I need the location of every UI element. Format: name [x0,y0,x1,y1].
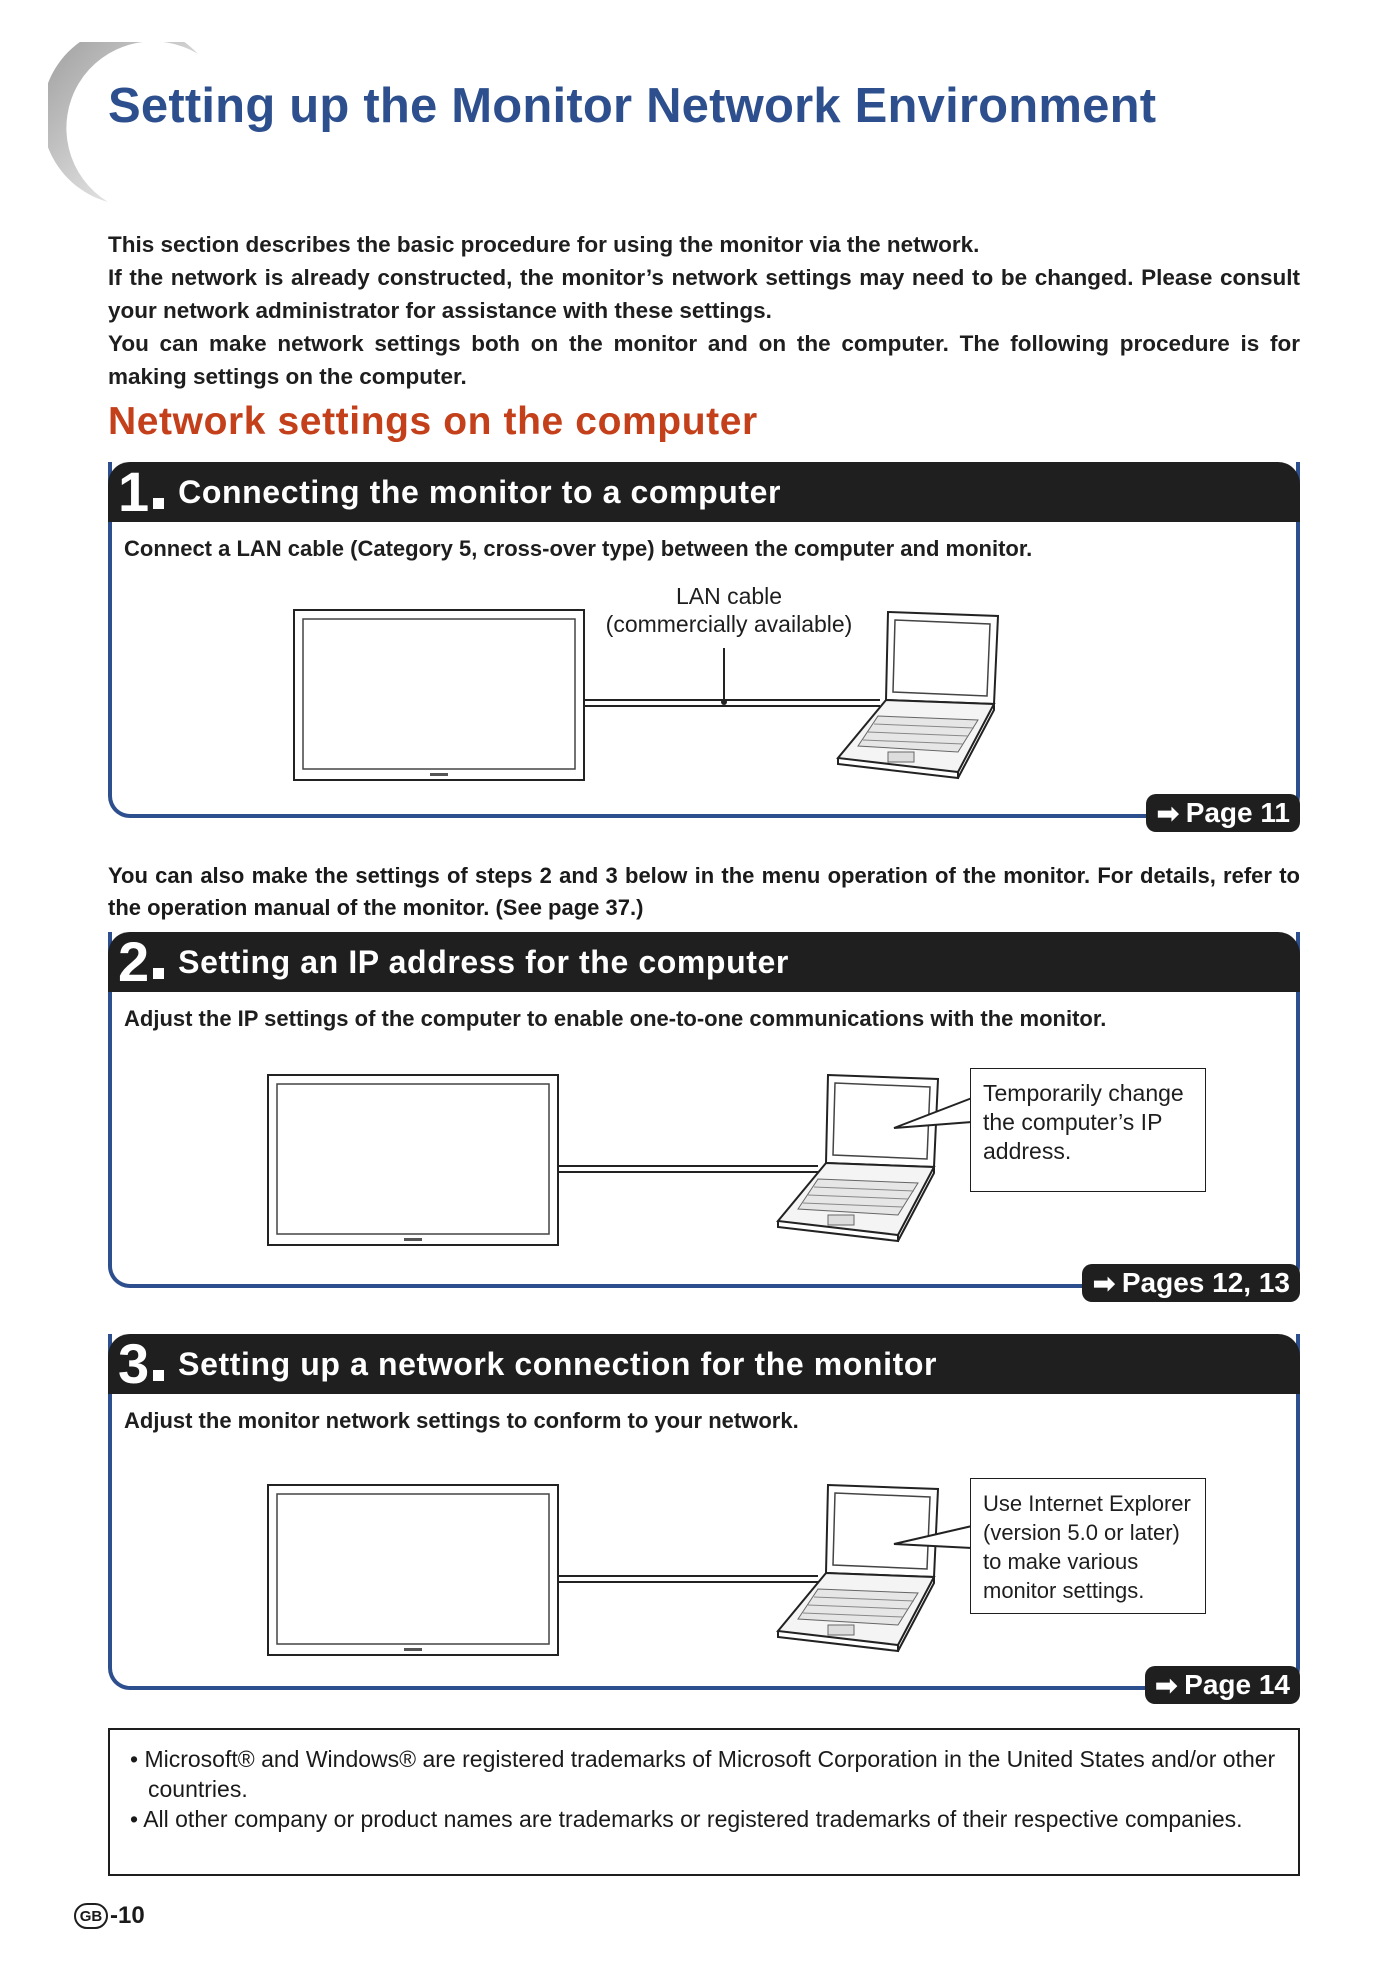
lan-cable-label [594,582,864,638]
trademark-note-text: All other company or product names are trademarks or registered trademarks of their respective companies. [143,1806,1243,1832]
monitor-icon [268,1075,558,1245]
trademark-note-text: Microsoft® and Windows® are registered trademarks of Microsoft Corporation in the United States and/or other countries. [144,1746,1276,1802]
step-number: 3 [118,1332,150,1395]
monitor-icon [268,1485,558,1655]
page-reference-label: Page 14 [1184,1669,1290,1700]
monitor-icon [294,610,584,780]
step-title: Connecting the monitor to a computer [178,473,782,510]
step-title: Setting up a network connection for the monitor [178,1345,938,1382]
lan-cable-label-line: LAN cable [675,583,783,609]
laptop-icon [778,1075,938,1241]
page-number: -10 [110,1902,145,1929]
callout-line: (version 5.0 or later) [983,1520,1180,1545]
trademark-note: • All other company or product names are trademarks or registered trademarks of their respective companies. [130,1806,1243,1832]
page-reference-label: Pages 12, 13 [1121,1267,1290,1298]
page-title: Setting up the Monitor Network Environment [108,79,1157,133]
arrow-right-icon: ➡ [1156,797,1180,829]
callout-line: the computer’s IP [983,1109,1163,1135]
browser-settings-callout [970,1478,1206,1614]
laptop-icon [778,1485,938,1651]
intro-paragraph: If the network is already constructed, the monitor’s network settings may need to be changed. Please consult your network administrator for assistance with these settings. [108,265,1300,323]
step-description: Connect a LAN cable (Category 5, cross-over type) between the computer and monitor. [124,536,1033,561]
intro-paragraph: You can make network settings both on the monitor and on the computer. The following procedure is for making settings on the computer. [108,331,1300,389]
callout-line: monitor settings. [983,1578,1145,1603]
arrow-right-icon: ➡ [1154,1669,1179,1701]
ip-change-callout [970,1068,1206,1192]
step-number: 1 [118,460,150,523]
page-reference-label: Page 11 [1185,797,1290,828]
callout-line: Temporarily change [983,1080,1184,1106]
section-heading: Network settings on the computer [108,400,758,443]
lan-cable-label-line: (commercially available) [605,611,853,637]
menu-operation-text: You can also make the settings of steps 2 and 3 below in the menu operation of the monitor. For details, refer to the operation manual of the monitor. (See page 37.) [108,863,1300,920]
callout-line: Use Internet Explorer [983,1491,1191,1516]
step-description: Adjust the IP settings of the computer to enable one-to-one communications with the monitor. [124,1006,1107,1031]
callout-line: to make various [983,1549,1139,1574]
step-2-illustration [268,1075,972,1245]
step-description: Adjust the monitor network settings to conform to your network. [124,1408,799,1433]
step-3-illustration [268,1485,972,1655]
trademark-note: • Microsoft® and Windows® are registered trademarks of Microsoft Corporation in the United States and/or other countries. [130,1746,1276,1802]
page-footer [74,1902,145,1930]
step-title: Setting an IP address for the computer [178,943,789,980]
callout-line: address. [983,1138,1072,1164]
region-badge: GB [74,1903,108,1929]
arrow-right-icon: ➡ [1092,1267,1116,1299]
intro-paragraph: This section describes the basic procedure for using the monitor via the network. [108,232,980,257]
step-number: 2 [118,930,150,993]
trademark-notes [108,1728,1300,1876]
